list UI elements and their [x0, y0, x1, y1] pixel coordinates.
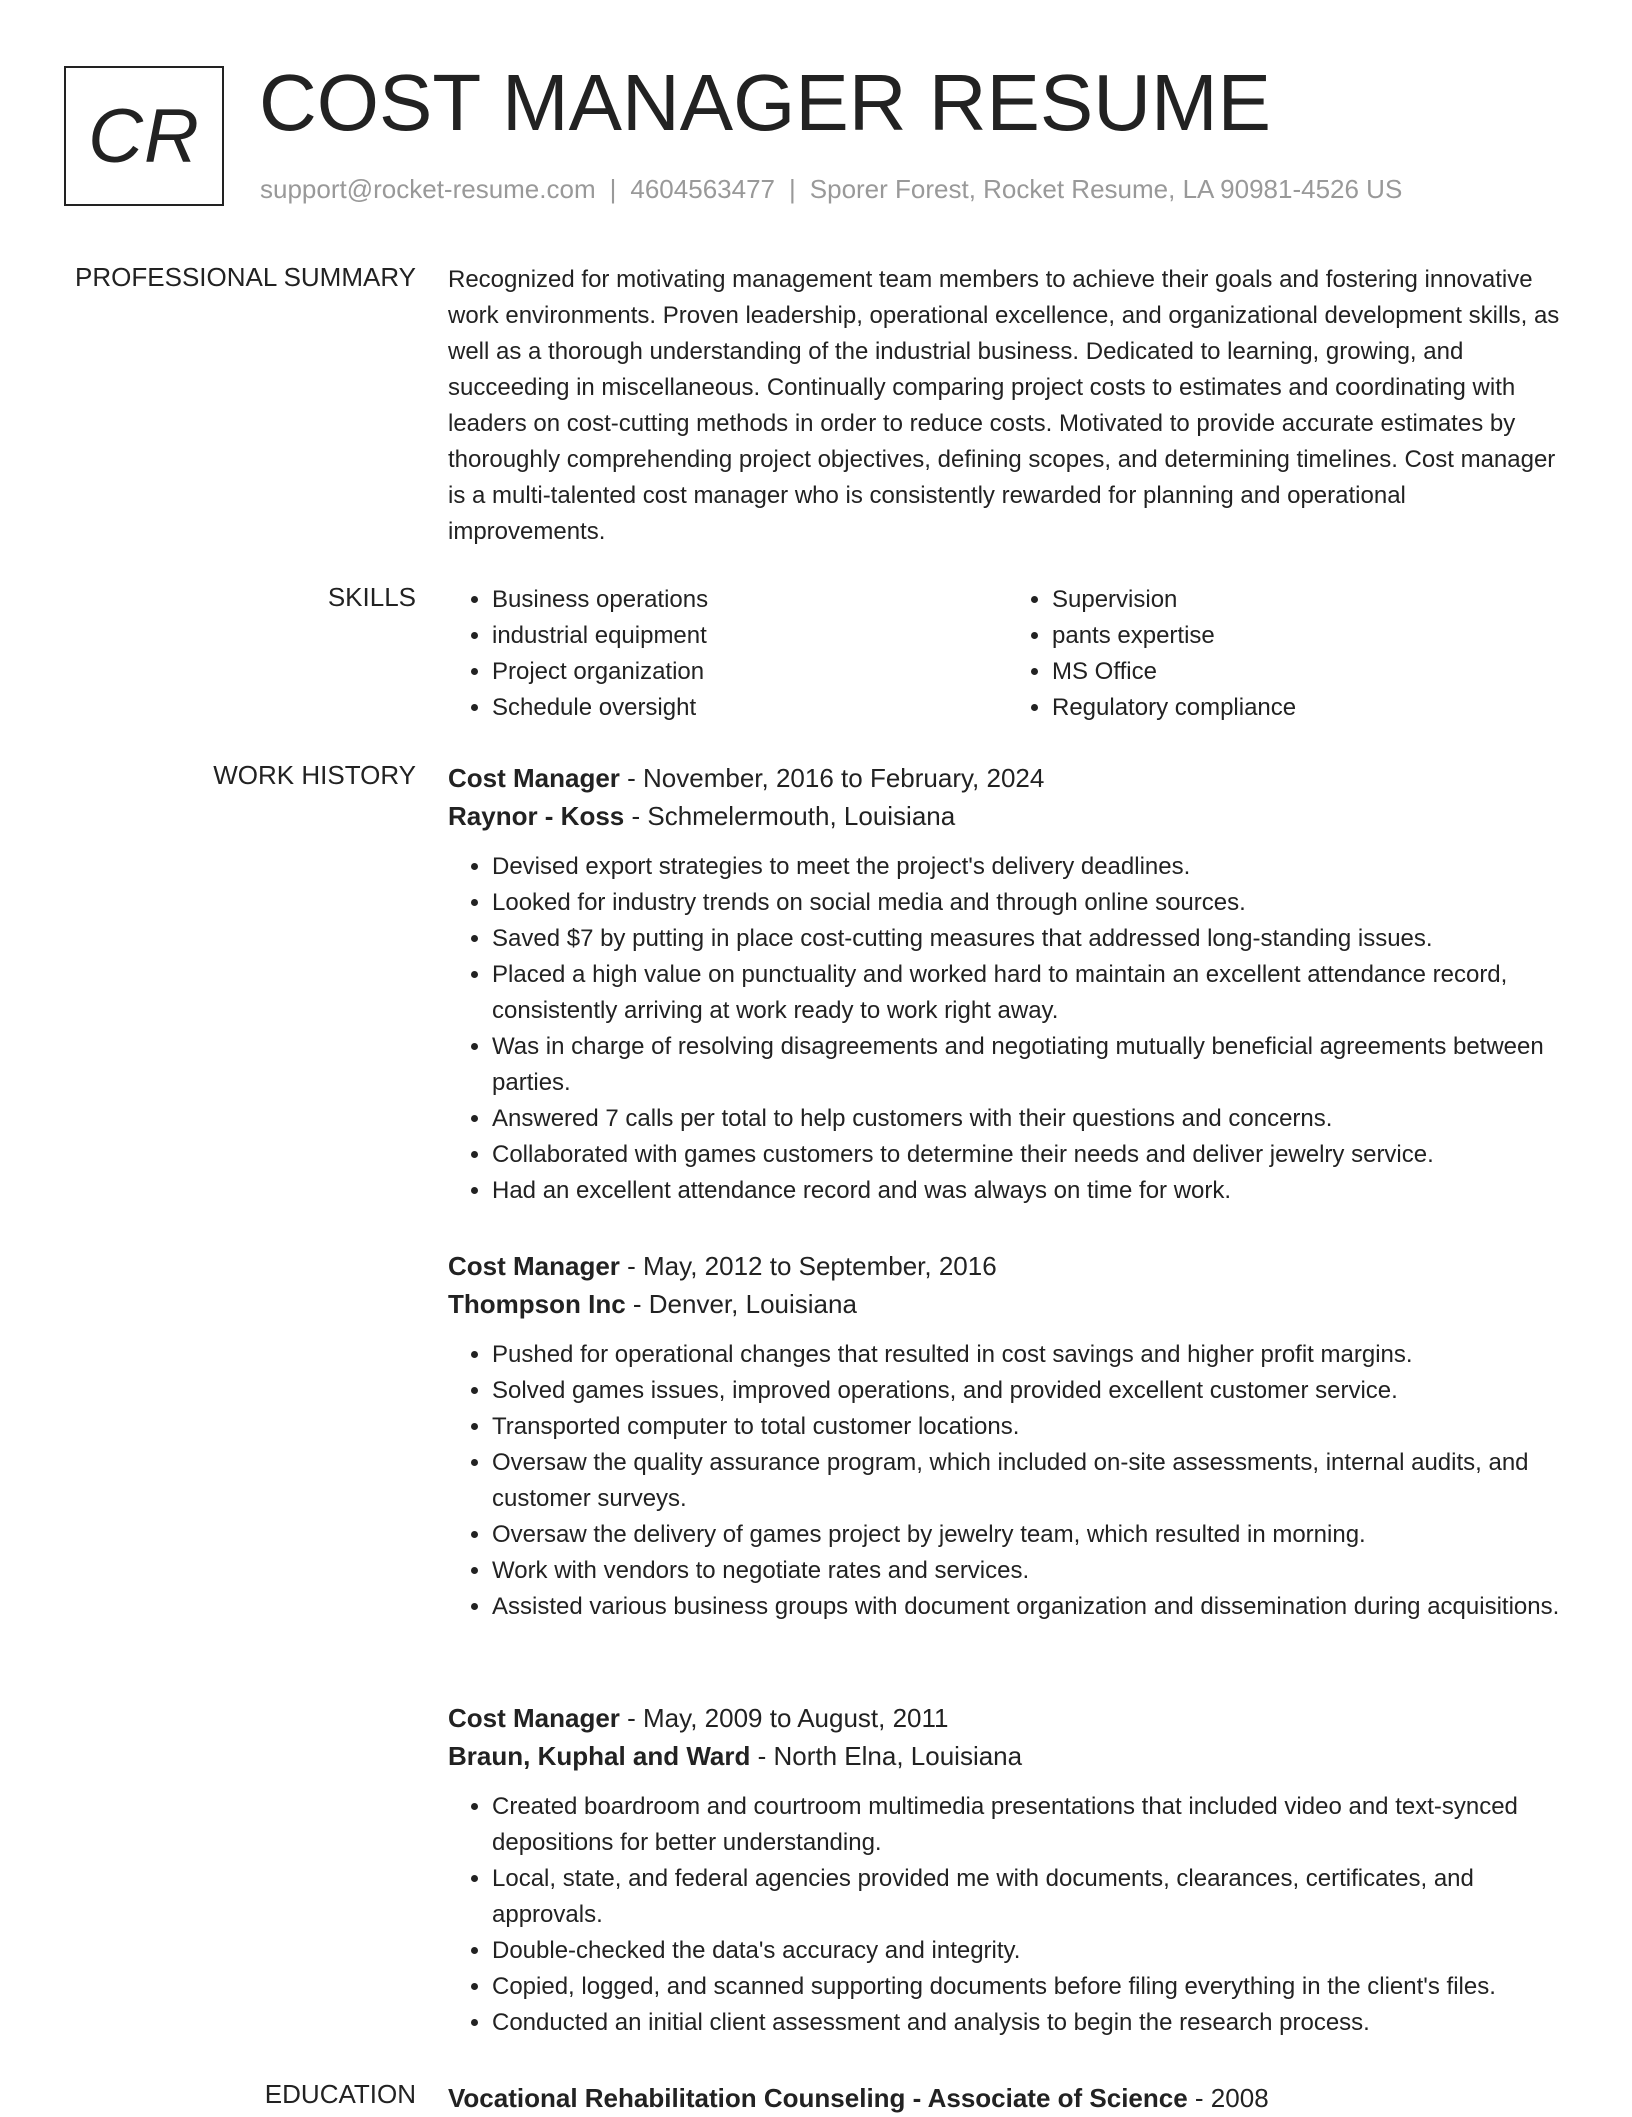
job-bullet: • Double-checked the data's accuracy and integrity. [492, 1933, 1568, 1969]
job-bullet: • Assisted various business groups with document organization and dissemination during acquisitions. [492, 1589, 1568, 1625]
job-bullet: • Saved $7 by putting in place cost-cutting measures that addressed long-standing issues. [492, 921, 1568, 957]
job-role: Cost Manager [448, 1703, 620, 1733]
summary-body [448, 262, 1568, 550]
job-bullet: • Placed a high value on punctuality and worked hard to maintain an excellent attendance record, consistently arriving at work ready to work right away. [492, 957, 1568, 1029]
job-bullets [448, 1337, 1568, 1625]
job-company: Raynor - Koss [448, 801, 625, 831]
summary-heading: PROFESSIONAL SUMMARY [75, 262, 416, 292]
job-role: Cost Manager [448, 763, 620, 793]
job-bullet: • Solved games issues, improved operations, and provided excellent customer service. [492, 1373, 1568, 1409]
contact-separator: | [609, 174, 617, 204]
contact-line [260, 174, 1402, 205]
skills-grid [448, 582, 1568, 726]
job-entry [448, 759, 1568, 1209]
skills-column-2 [1008, 582, 1568, 726]
job-bullet: • Created boardroom and courtroom multimedia presentations that included video and text-synced depositions for better understanding. [492, 1789, 1568, 1861]
job-bullet: • Conducted an initial client assessment and analysis to begin the research process. [492, 2005, 1568, 2041]
job-location: - Schmelermouth, Louisiana [624, 801, 956, 831]
education-line [448, 2079, 1568, 2117]
skill-item: • Project organization [492, 654, 1008, 690]
contact-email[interactable]: support@rocket-resume.com [260, 174, 596, 204]
monogram-logo: CR [64, 66, 224, 206]
job-bullet: • Devised export strategies to meet the project's delivery deadlines. [492, 849, 1568, 885]
job-bullet: • Looked for industry trends on social media and through online sources. [492, 885, 1568, 921]
work-history-heading: WORK HISTORY [213, 760, 416, 790]
job-bullet: • Oversaw the delivery of games project by jewelry team, which resulted in morning. [492, 1517, 1568, 1553]
skills-heading: SKILLS [327, 582, 416, 612]
job-entry [448, 1699, 1568, 2041]
skill-item: • Business operations [492, 582, 1008, 618]
job-company: Braun, Kuphal and Ward [448, 1741, 751, 1771]
education-degree: Vocational Rehabilitation Counseling - Associate of Science [448, 2083, 1188, 2113]
job-bullet: • Oversaw the quality assurance program, which included on-site assessments, internal audits, and customer surveys. [492, 1445, 1568, 1517]
job-title-line [448, 759, 1568, 797]
skill-item: • Regulatory compliance [1052, 690, 1568, 726]
skill-item: • industrial equipment [492, 618, 1008, 654]
job-bullets [448, 1789, 1568, 2041]
job-bullet: • Answered 7 calls per total to help customers with their questions and concerns. [492, 1101, 1568, 1137]
skill-item: • Schedule oversight [492, 690, 1008, 726]
contact-phone[interactable]: 4604563477 [630, 174, 775, 204]
job-bullet: • Pushed for operational changes that resulted in cost savings and higher profit margins. [492, 1337, 1568, 1373]
job-bullet: • Work with vendors to negotiate rates and services. [492, 1553, 1568, 1589]
skill-item: • pants expertise [1052, 618, 1568, 654]
job-bullet: • Had an excellent attendance record and was always on time for work. [492, 1173, 1568, 1209]
education-year: - 2008 [1187, 2083, 1269, 2113]
summary-text: Recognized for motivating management team members to achieve their goals and fostering innovative work environments. Proven leadership, operational excellence, and organizational development skills, as well as a thorough understanding of the industrial business. Dedicated to learning, growing, and succeeding in miscellaneous. Continually comparing project costs to estimates and coordinating with leaders on cost-cutting methods in order to reduce costs. Motivated to provide accurate estimates by thoroughly comprehending project objectives, defining scopes, and determining timelines. Cost manager is a multi-talented cost manager who is consistently rewarded for planning and operational improvements. [448, 266, 1560, 545]
job-title-line [448, 1247, 1568, 1285]
job-company-line [448, 797, 1568, 835]
job-bullet: • Local, state, and federal agencies provided me with documents, clearances, certificates, and approvals. [492, 1861, 1568, 1933]
job-bullet: • Was in charge of resolving disagreements and negotiating mutually beneficial agreements between parties. [492, 1029, 1568, 1101]
job-location: - North Elna, Louisiana [750, 1741, 1023, 1771]
job-company: Thompson Inc [448, 1289, 626, 1319]
job-title-line [448, 1699, 1568, 1737]
skill-item: • MS Office [1052, 654, 1568, 690]
job-company-line [448, 1285, 1568, 1323]
education-body [448, 2079, 1568, 2117]
job-entry [448, 1247, 1568, 1625]
job-dates: - November, 2016 to February, 2024 [619, 763, 1045, 793]
skill-item: • Supervision [1052, 582, 1568, 618]
contact-address: Sporer Forest, Rocket Resume, LA 90981-4526 US [809, 174, 1403, 204]
resume-title: COST MANAGER RESUME [259, 58, 1271, 147]
job-bullet: • Copied, logged, and scanned supporting documents before filing everything in the client's files. [492, 1969, 1568, 2005]
job-dates: - May, 2012 to September, 2016 [619, 1251, 997, 1281]
education-heading: EDUCATION [264, 2079, 416, 2109]
job-bullet: • Transported computer to total customer locations. [492, 1409, 1568, 1445]
skills-column-1 [448, 582, 1008, 726]
job-location: - Denver, Louisiana [625, 1289, 857, 1319]
job-bullet: • Collaborated with games customers to determine their needs and deliver jewelry service. [492, 1137, 1568, 1173]
job-company-line [448, 1737, 1568, 1775]
job-role: Cost Manager [448, 1251, 620, 1281]
job-bullets [448, 849, 1568, 1209]
contact-separator: | [789, 174, 796, 204]
job-dates: - May, 2009 to August, 2011 [619, 1703, 949, 1733]
